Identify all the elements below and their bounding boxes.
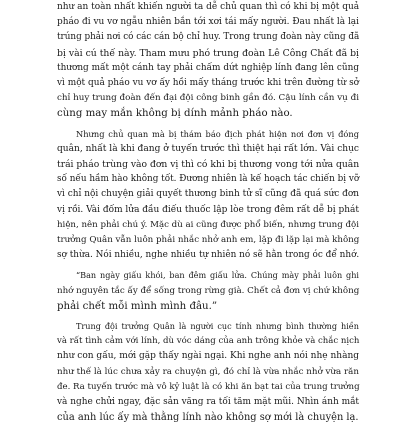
text-line: như an toàn nhất khiến người ta dễ chủ quan thì có khi bị một quả (57, 2, 360, 12)
text-line: bị vài cú thế này. Tham mưu phó trung đoàn Lê Công Chất đã bị (57, 47, 359, 59)
text-line: vị rồi. Vài đốm lửa đầu điếu thuốc lập lòe trong đêm rất dễ bị phát (57, 204, 359, 215)
text-line: “Ban ngày giấu khói, ban đêm giấu lửa. Chúng mày phải luôn ghi (76, 270, 359, 281)
paragraph-4 (57, 319, 359, 425)
text-line: trái pháo trùng vào đơn vị thì có khi bị thương vong tới nửa quân (57, 159, 360, 171)
text-line: phải chết mỗi mình mình đâu.” (57, 300, 218, 312)
text-line: và nghe chửi ngay, đặc sản văng ra tối tăm mặt mũi. Nhìn ánh mắt (57, 397, 359, 408)
text-line: và rất tình cảm với lính, dù vóc dáng của anh trông khỏe và chắc nịch (57, 336, 360, 347)
text-line: nhớ nguyên tắc ấy để sống trong rừng già. Chết cả đơn vị chứ không (57, 285, 360, 296)
paragraph-2 (57, 127, 359, 264)
text-line: của anh lúc ấy mà thằng lính nào không sợ mới là chuyện lạ. (57, 412, 359, 424)
text-line: Trung đội trưởng Quân là người cục tính nhưng bình thường hiền (76, 321, 359, 332)
paragraph-1 (57, 0, 359, 122)
text-line: như con gấu, mới gặp thấy ngài ngại. Khi nghe anh nói nhẹ nhàng (57, 351, 360, 362)
text-line: như thế là lúc chưa xảy ra chuyện gì, đó chỉ là vừa nhắc nhở vừa răn (57, 366, 359, 377)
text-line: cùng may mắn không bị dính mảnh pháo nào. (57, 108, 293, 120)
text-line: số nếu hầm hào không tốt. Đương nhiên là kế hoạch tác chiến bị vỡ (57, 174, 360, 185)
text-line: đe. Ra tuyến trước mà vô kỷ luật là có khi ăn bạt tai của trung trưởng (57, 381, 360, 392)
text-line: vì chỉ nội chuyện giải quyết thương binh tử sĩ cũng đã quá sức đơn (57, 189, 359, 200)
text-line: trúng phải nơi có các cán bộ chỉ huy. Trong trung đoàn này cũng đã (57, 32, 360, 43)
text-line: quân, nhất là khi đang ở tuyến trước thì thiệt hại rất lớn. Vài chục (57, 143, 359, 154)
text-line: vì một quả pháo vu vơ ấy hồi mấy tháng trước khi trên đường từ sở (57, 78, 360, 89)
body-text (57, 0, 359, 425)
text-line: thương mất một cánh tay phải chấm dứt nghiệp lính đang lên cũng (57, 62, 359, 73)
text-line: chỉ huy trung đoàn đến đại đội công binh gần đó. Cậu lính cần vụ đi (57, 93, 359, 104)
text-line: sợ thừa. Nói nhiều, nghe nhiều tự nhiên nó sẽ hằn trong óc để nhớ. (57, 250, 360, 261)
text-line: hiện, nên phải chú ý. Mặc dù ai cũng được phổ biến, nhưng trung đội (57, 219, 359, 230)
text-line: pháo đi vu vơ ngẫu nhiên bắn tới xơi tái mấy người. Đau nhất là lại (57, 17, 359, 28)
text-line: Nhưng chủ quan mà bị thám báo địch phát hiện nơi đơn vị đóng (76, 128, 359, 139)
text-line: trưởng Quân vẫn luôn phải nhắc nhở anh em, lặp đi lặp lại mà không (57, 235, 360, 246)
paragraph-3-quote (57, 268, 359, 314)
